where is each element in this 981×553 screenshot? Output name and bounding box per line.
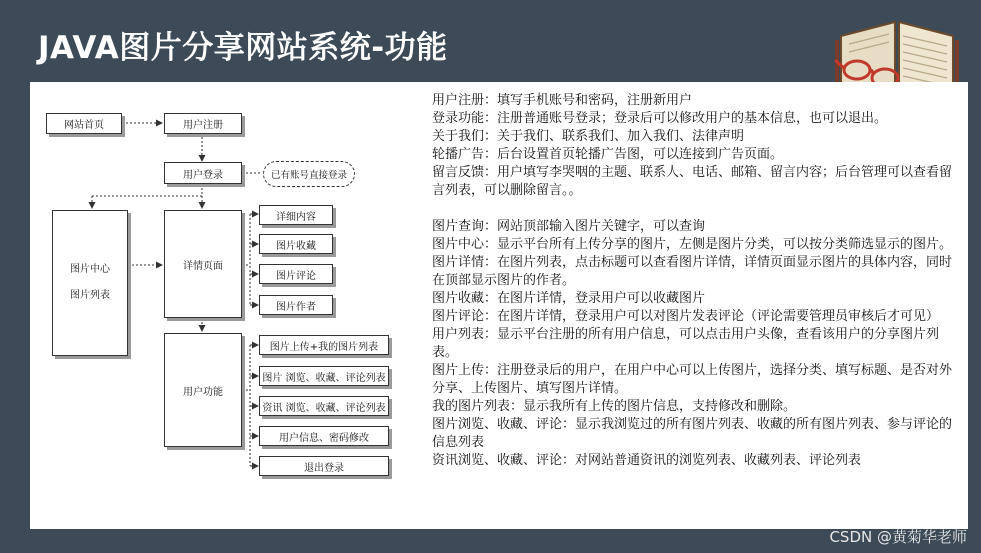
desc-feedback: 留言反馈：用户填写李哭咽的主题、联系人、电话、邮箱、留言内容；后台管理可以查看留言列表，可以删除留言。。 — [432, 165, 953, 198]
upload-my-images-box: 图片上传+我的图片列表 — [259, 335, 389, 355]
image-browse-box: 图片 浏览、收藏、评论列表 — [259, 366, 389, 386]
image-comment-box: 图片评论 — [259, 264, 333, 284]
desc-about: 关于我们：关于我们、联系我们、加入我们、法律声明 — [432, 129, 745, 144]
has-account-bubble: 已有账号直接登录 — [263, 161, 355, 187]
image-favorite-box: 图片收藏 — [259, 234, 333, 254]
logout-box: 退出登录 — [259, 456, 389, 476]
news-browse-box: 资讯 浏览、收藏、评论列表 — [259, 396, 389, 416]
desc-carousel: 轮播广告：后台设置首页轮播广告图，可以连接到广告页面。 — [432, 147, 784, 162]
image-author-box: 图片作者 — [259, 295, 333, 315]
desc-login: 登录功能：注册普通账号登录；登录后可以修改用户的基本信息，也可以退出。 — [432, 111, 888, 126]
content-panel — [30, 82, 968, 529]
desc-upload: 图片上传：注册登录后的用户，在用户中心可以上传图片，选择分类、填写标题、是否对外分享、上传图片、填写图片详情。 — [432, 363, 953, 396]
image-center-box — [52, 210, 128, 356]
user-info-box: 用户信息、密码修改 — [259, 426, 389, 446]
register-box: 用户注册 — [164, 113, 242, 134]
detail-content-box: 详细内容 — [259, 205, 333, 225]
desc-image-browse: 图片浏览、收藏、评论：显示我浏览过的所有图片列表、收藏的所有图片列表、参与评论的信息列表 — [432, 417, 953, 450]
desc-register: 用户注册：填写手机账号和密码，注册新用户 — [432, 93, 693, 108]
detail-page-box: 详情页面 — [164, 210, 242, 318]
flow-diagram — [30, 82, 450, 529]
user-functions-box: 用户功能 — [164, 333, 242, 447]
feature-descriptions — [432, 92, 952, 470]
desc-news-browse: 资讯浏览、收藏、评论：对网站普通资讯的浏览列表、收藏列表、评论列表 — [432, 453, 862, 468]
login-box: 用户登录 — [164, 162, 242, 184]
desc-search: 图片查询：网站顶部输入图片关键字，可以查询 — [432, 219, 706, 234]
image-center-label: 图片中心 — [70, 264, 110, 275]
paragraph-gap — [432, 200, 952, 218]
slide-title: JAVA图片分享网站系统-功能 — [38, 30, 448, 66]
image-list-label: 图片列表 — [70, 290, 110, 301]
desc-comment: 图片评论：在图片详情，登录用户可以对图片发表评论（评论需要管理员审核后才可见） — [432, 309, 940, 324]
desc-image-detail: 图片详情：在图片列表，点击标题可以查看图片详情，详情页面显示图片的具体内容，同时在顶部显示图片的作者。 — [432, 255, 953, 288]
desc-favorite: 图片收藏：在图片详情，登录用户可以收藏图片 — [432, 291, 706, 306]
desc-my-images: 我的图片列表：显示我所有上传的图片信息，支持修改和删除。 — [432, 399, 797, 414]
home-box: 网站首页 — [46, 113, 122, 134]
desc-user-list: 用户列表：显示平台注册的所有用户信息，可以点击用户头像，查看该用户的分享图片列表。 — [432, 327, 940, 360]
csdn-watermark: CSDN @黄菊华老师 — [829, 528, 967, 546]
desc-image-center: 图片中心：显示平台所有上传分享的图片，左侧是图片分类，可以按分类筛选显示的图片。 — [432, 237, 953, 252]
